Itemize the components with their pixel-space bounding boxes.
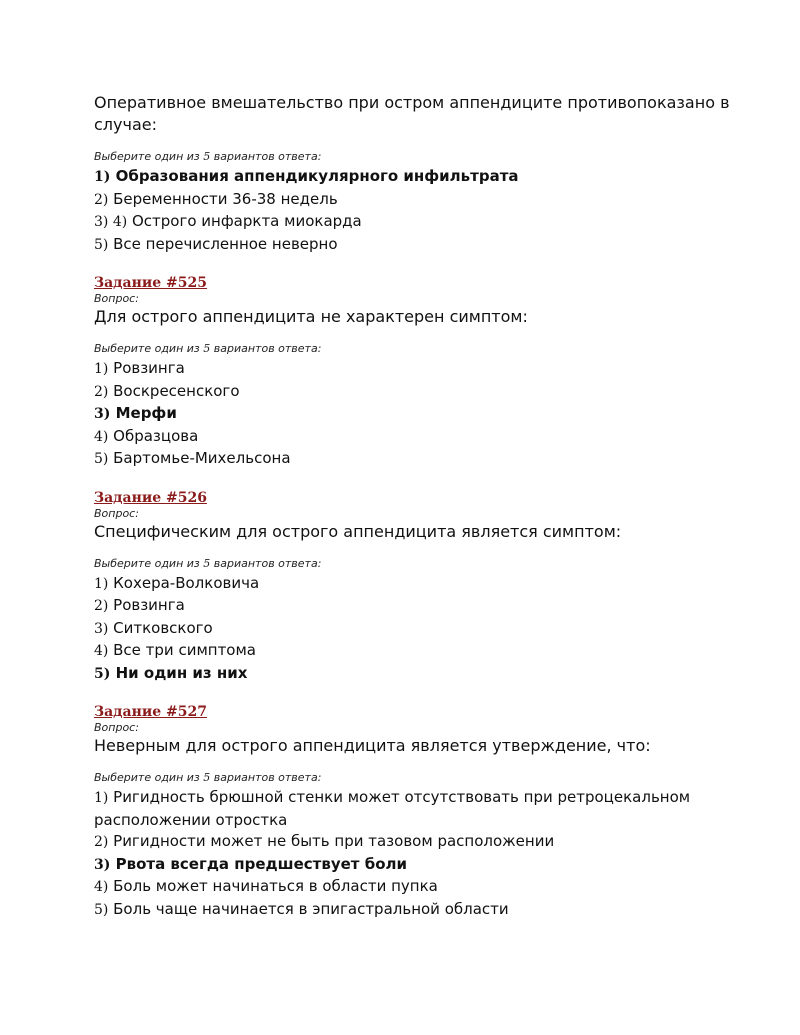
option-text: Острого инфаркта миокарда (127, 212, 362, 230)
option-text: Все перечисленное неверно (108, 234, 338, 253)
option-text: Ни один из них (110, 663, 248, 682)
option-number: 3) (94, 406, 111, 422)
question-label: Вопрос: (94, 721, 139, 734)
question-text: Оперативное вмешательство при остром аппендиците противопоказано в случае: (94, 93, 730, 134)
option-text: Кохера-Волковича (108, 573, 260, 592)
option-text: Мерфи (110, 404, 177, 422)
question-block-526 (94, 489, 734, 686)
option-text: Боль может начинаться в области пупка (108, 877, 438, 895)
hint-suffix: вариантов ответа: (210, 771, 322, 784)
hint-number: 5 (203, 556, 211, 570)
option-item (94, 234, 734, 257)
question-text: Неверным для острого аппендицита является утверждение, что: (94, 736, 651, 755)
options-list (94, 573, 734, 686)
hint-prefix: Выберите один из (94, 150, 204, 163)
option-item (94, 854, 734, 877)
option-number: 4) (94, 428, 109, 445)
question-block-0 (94, 92, 734, 256)
option-number: 4) (94, 643, 109, 659)
task-title[interactable]: Задание #526 (94, 489, 207, 506)
document-page (94, 92, 734, 921)
answer-hint (94, 557, 734, 571)
option-number: 4) (94, 879, 109, 895)
question-block-525 (94, 274, 734, 471)
option-number: 2) (94, 834, 109, 850)
option-text: Образцова (108, 426, 199, 445)
hint-number: 5 (203, 771, 211, 784)
option-number: 2) (94, 383, 109, 400)
option-item (94, 876, 734, 899)
option-text: Ровзинга (108, 359, 185, 377)
option-number: 1) (94, 575, 109, 592)
hint-suffix: вариантов ответа: (210, 150, 322, 163)
option-item (94, 640, 734, 663)
option-number: 2) (94, 598, 109, 614)
option-text: Ситковского (108, 618, 213, 637)
option-item (94, 787, 734, 831)
option-item (94, 448, 734, 471)
option-item (94, 211, 734, 234)
hint-prefix: Выберите один из (94, 342, 204, 355)
answer-hint (94, 771, 734, 785)
option-text: Образования аппендикулярного инфильтрата (110, 167, 519, 185)
option-item (94, 381, 734, 404)
option-item (94, 618, 734, 641)
answer-hint (94, 150, 734, 164)
options-list (94, 787, 734, 921)
option-text: Воскресенского (108, 381, 240, 400)
answer-hint (94, 342, 734, 356)
option-item (94, 663, 734, 686)
option-text: Беременности 36-38 недель (108, 189, 338, 208)
option-item (94, 426, 734, 449)
option-item (94, 166, 734, 189)
hint-number: 5 (203, 150, 211, 163)
option-number: 5) (94, 451, 109, 467)
hint-suffix: вариантов ответа: (210, 342, 322, 355)
option-number: 5) (94, 901, 109, 918)
option-text: Ригидности может не быть при тазовом расположении (108, 832, 555, 850)
question-label: Вопрос: (94, 292, 139, 305)
task-title[interactable]: Задание #525 (94, 275, 207, 291)
option-number: 3) 4) (94, 214, 128, 230)
option-item (94, 595, 734, 618)
option-text: Ровзинга (108, 596, 185, 614)
option-number: 3) (94, 856, 111, 873)
option-text: Бартомье-Михельсона (108, 449, 291, 467)
option-text: Ригидность брюшной стенки может отсутствовать при ретроцекальном расположении отростка (94, 788, 691, 829)
option-item (94, 189, 734, 212)
question-text: Для острого аппендицита не характерен симптом: (94, 307, 528, 326)
option-text: Боль чаще начинается в эпигастральной области (108, 899, 509, 918)
options-list (94, 166, 734, 256)
question-text: Специфическим для острого аппендицита является симптом: (94, 521, 622, 541)
hint-suffix: вариантов ответа: (210, 556, 322, 570)
option-number: 1) (94, 169, 111, 185)
option-text: Рвота всегда предшествует боли (110, 854, 407, 873)
option-item (94, 899, 734, 922)
option-text: Все три симптома (108, 641, 256, 659)
option-item (94, 358, 734, 381)
option-item (94, 573, 734, 596)
hint-number: 5 (203, 342, 211, 355)
options-list (94, 358, 734, 471)
option-item (94, 403, 734, 426)
question-label: Вопрос: (94, 506, 139, 520)
option-number: 3) (94, 620, 109, 637)
option-number: 1) (94, 790, 109, 806)
option-item (94, 831, 734, 854)
hint-prefix: Выберите один из (94, 556, 204, 570)
option-number: 5) (94, 236, 109, 253)
hint-prefix: Выберите один из (94, 771, 204, 784)
option-number: 1) (94, 361, 109, 377)
option-number: 2) (94, 191, 109, 208)
option-number: 5) (94, 665, 111, 682)
task-title[interactable]: Задание #527 (94, 704, 207, 720)
question-block-527 (94, 703, 734, 921)
